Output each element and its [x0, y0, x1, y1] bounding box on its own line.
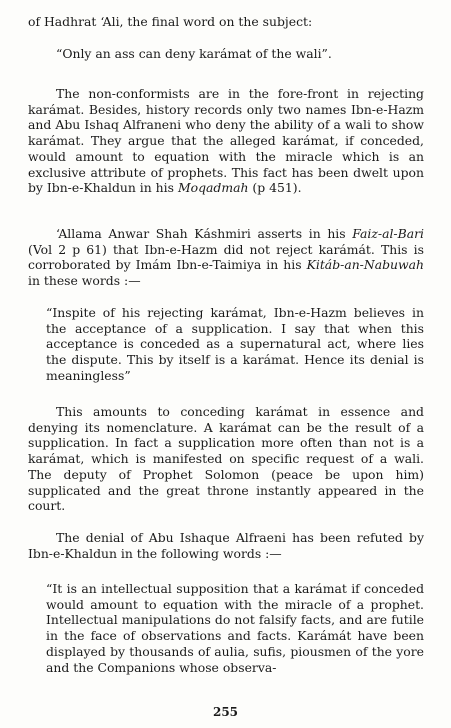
opening-line: of Hadhrat ‘Ali, the final word on the subject:: [28, 14, 313, 29]
paragraph-kashmiri: [28, 226, 424, 289]
book-title-kitab-an-nabuwah: Kitáb-an-Nabuwah: [306, 257, 424, 273]
paragraph-kashmiri-start: ‘Allama Anwar Shah Káshmiri asserts in his: [56, 226, 346, 241]
paragraph-kashmiri-end: in these words :—: [28, 273, 141, 289]
book-title-moqadmah: Moqadmah: [177, 180, 249, 196]
paragraph-nonconformists-text: The non-conformists are in the fore-front in rejecting karámat. Besides, history records only two names Ibn-e-Hazm and Abu Ishaq Alfraneni who deny the ability of a wali to show karámat. They argue that the alleged karámat, if conceded, would amount to equation with the miracle which is an exclusive attribute of prophets. This fact has been dwelt upon by Ibn-e-Khaldun in his: [28, 86, 424, 196]
page-reference: (p 451).: [252, 180, 302, 196]
paragraph-nonconformists: [28, 86, 424, 196]
paragraph-conceding: This amounts to conceding karámat in essence and denying its nomenclature. A karámat can be the result of a supplication. In fact a supplication more often than not is a karámat, which is manifested on specific request of a wali. The deputy of Prophet Solomon (peace be upon him) supplicated and the great throne instantly appeared in the court.: [28, 404, 424, 514]
quote-supposition: “It is an intellectual supposition that a karámat if conceded would amount to equation with the miracle of a prophet. Intellectual manipulations do not falsify facts, and are futile in the face of observations and facts. Karámát have been displayed by thousands of aulia, sufis, piousmen of the yore and the Companions whose observa-: [46, 581, 424, 675]
page-number: 255: [212, 705, 239, 719]
book-title-faiz-al-bari: Faiz-al-Bari: [352, 226, 424, 241]
quote-ibn-e-hazm: “Inspite of his rejecting karámat, Ibn-e-Hazm believes in the acceptance of a supplication. I say that when this acceptance is conceded as a supernatural act, where lies the dispute. This by itself is a karámat. Hence its denial is meaningless”: [46, 305, 424, 383]
wali-quote: “Only an ass can deny karámat of the wali”.: [56, 46, 332, 61]
paragraph-kashmiri-mid: (Vol 2 p 61) that Ibn-e-Hazm did not reject karámát. This is corroborated by Imám Ibn-e-Taimiya in his: [28, 241, 424, 273]
paragraph-refuted: The denial of Abu Ishaque Alfraeni has been refuted by Ibn-e-Khaldun in the following words :—: [28, 530, 424, 561]
